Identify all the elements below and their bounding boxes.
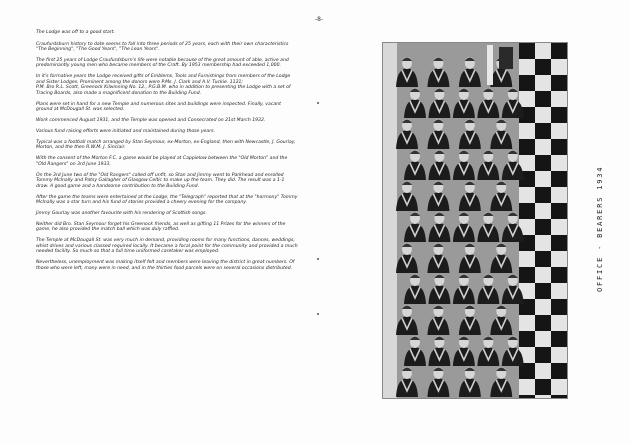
paragraph: In it's formative years the Lodge received gifts of Emblems, Tools and Furnishings from members of the Lodge and Sister Lodges. Prominent among the donors were P.Ms. J. Clark and A.V. Tuckie. 1121; P.M. Bro R.L. Scott, Greenock Kilwinning No. 12., P.G.B.M. who in addition to presenting the Lodge with a set of Tracing Boards, also made a magnificent donation to the Building Fund. [36, 74, 291, 96]
paragraph: The first 25 years of Lodge Craufurdsburn's life were notable because of the great amount of able, active and predominantly young men who became members of the Craft. By 1953 membership had exceeded 1,000. [36, 57, 289, 69]
paragraph: The Lodge was off to a good start. [36, 30, 115, 35]
photograph-image [383, 43, 567, 398]
margin-mark [317, 258, 319, 260]
paragraph: The Temple at McDougall St. was very much in demand, providing rooms for many functions, dances, weddings, whist drives and various classed required locally. It became a focal point for the community and provided a much needed facility. So much so that a full time uniformed caretaker was employed. [36, 238, 298, 255]
text-column [36, 30, 298, 276]
paragraph: With the consent of the Morton F.C. a game would be played at Cappielow between the "Old Morton" and the "Old Rangers" on 3rd June 1933. [36, 156, 288, 167]
margin-mark [317, 313, 319, 315]
margin-mark [317, 102, 319, 104]
paragraph: Typical was a football match arranged by Stan Seymour, ex-Morton, ex-England, then with Newcastle, J. Gourlay, Morton, and the then R.W.M. J. Sinclair. [36, 139, 296, 151]
page-number: -8- [314, 16, 324, 23]
photo-caption: OFFICE - BEARERS 1934 [596, 165, 604, 292]
paragraph: Jimmy Gourlay was another favourite with his rendering of Scottish songs. [36, 210, 207, 216]
group-photograph [382, 42, 568, 399]
paragraph: Craufurdsburn history to date seems to fall into three periods of 25 years, each with their own characteristics "The Beginning", "The Good Years", "The Lean Years". [36, 41, 289, 52]
paragraph: Nevertheless, unemployment was making itself felt and members were leaving the district in great numbers. Of those who were left, many were in need, and in the thirties food parcels were on several occasions distributed. [36, 260, 295, 271]
paragraph: Plans were set in hand for a new Temple and numerous sites and buildings were inspected. Finally, vacant ground at McDougall St. was selected. [36, 101, 281, 113]
paragraph: Work commenced August 1931, and the Temple was opened and Consecrated on 21st March 1932. [36, 118, 266, 124]
paragraph: Neither did Bro. Stan Seymour forget his Greenock friends, as well as gifting 11 Prizes for the winners of the game, he also provided the match ball which was duly raffled. [36, 221, 286, 233]
paragraph: On the 3rd June two of the "Old Rangers" called off unfit, so Stan and Jimmy went to Parkhead and enrolled Tommy McInally and Patsy Gallagher of Glasgow Celtic to make up the team. They did. The result was a 1-1 draw. A good game and a handsome contribution to the Building Fund. [36, 172, 285, 189]
paragraph: After the game the teams were entertained at the Lodge, the "Telegraph" reported that at the "harmony" Tommy McInally was a star turn and his fund of stories provided a cheery evening for the company. [36, 194, 298, 206]
paragraph: Various fund raising efforts were initiated and maintained during those years. [36, 128, 215, 134]
